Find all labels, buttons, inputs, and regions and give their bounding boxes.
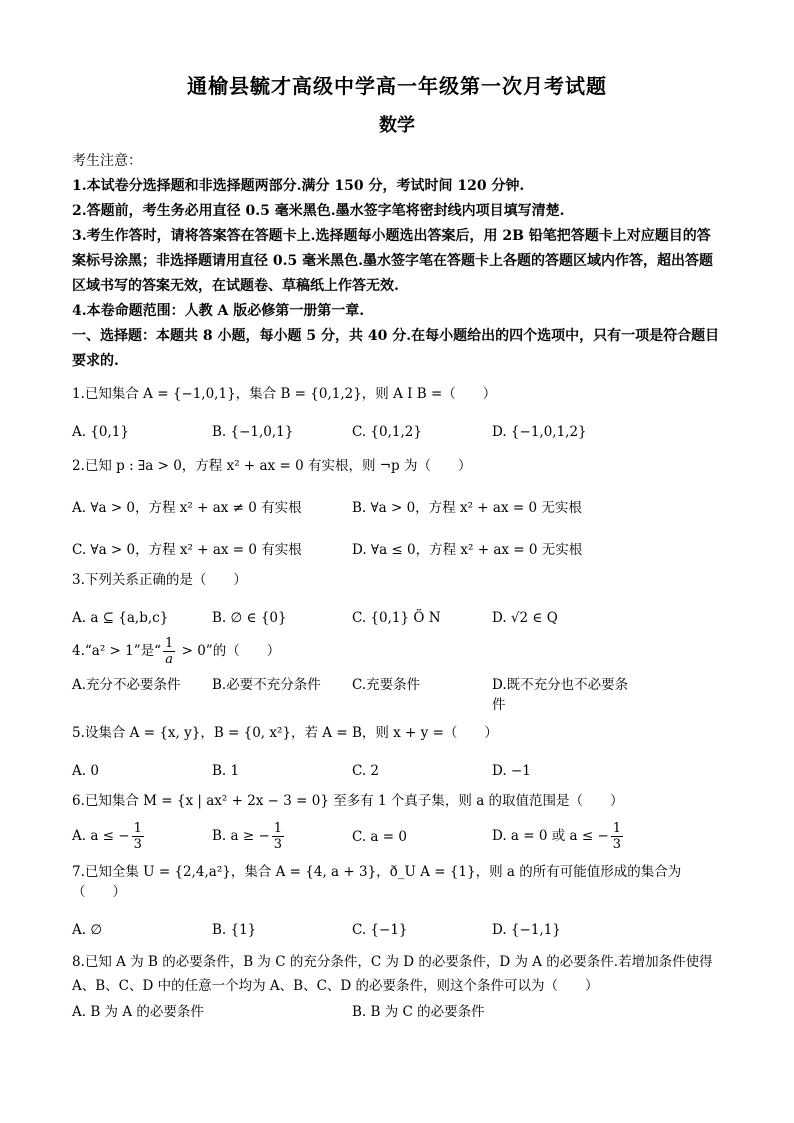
fraction — [163, 636, 175, 667]
option-text: B. a ≥ − — [212, 828, 270, 844]
option-b: B. {−1,0,1} — [212, 424, 294, 440]
section-heading: 一、选择题：本题共 8 小题，每小题 5 分，共 40 分.在每小题给出的四个选项中，只有一项是符合题目要求的. — [72, 328, 720, 369]
question-stem: 7.已知全集 U = {2,4,a²}，集合 A = {4, a + 3}，ð_U A = {1}，则 a 的所有可能值形成的集合为（ ） — [72, 864, 682, 900]
option-b: B. {1} — [212, 922, 257, 938]
question-8 — [72, 950, 722, 1022]
question-stem: 1.已知集合 A = {−1,0,1}，集合 B = {0,1,2}，则 A I B =（ ） — [72, 386, 497, 402]
option-d: D. √2 ∈ Q — [492, 610, 558, 626]
question-6 — [72, 791, 722, 852]
option-d: D. ∀a ≤ 0，方程 x² + ax = 0 无实根 — [352, 542, 583, 558]
option-d — [492, 821, 667, 852]
fraction-numerator: 1 — [612, 821, 622, 836]
option-c: C. ∀a > 0，方程 x² + ax = 0 有实根 — [72, 542, 302, 558]
question-7 — [72, 862, 722, 940]
fraction-denominator: 3 — [612, 837, 622, 852]
options-row — [72, 1002, 722, 1022]
option-a: A. a ⊆ {a,b,c} — [72, 610, 169, 626]
option-a: A. ∅ — [72, 922, 103, 938]
note-item: 1.本试卷分选择题和非选择题两部分.满分 150 分，考试时间 120 分钟. — [72, 178, 525, 194]
question-stem: 2.已知 p : ∃a > 0，方程 x² + ax = 0 有实根，则 ¬p 为（ ） — [72, 458, 472, 474]
option-c: C. {−1} — [352, 922, 408, 938]
fraction — [272, 821, 284, 852]
question-3 — [72, 570, 722, 628]
fraction-denominator: a — [165, 652, 174, 667]
fraction-numerator: 1 — [133, 821, 142, 836]
option-c: C. {0,1} Ö N — [352, 610, 441, 626]
option-d: D. −1 — [492, 763, 531, 779]
question-5 — [72, 723, 722, 781]
option-a — [72, 821, 212, 852]
question-stem — [72, 636, 722, 667]
options-row — [72, 540, 722, 560]
option-c: C. 2 — [352, 763, 380, 779]
fraction-denominator: 3 — [133, 837, 142, 852]
notes-heading: 考生注意： — [72, 153, 142, 169]
options-row — [72, 821, 722, 852]
option-d: D.既不充分也不必要条件 — [492, 677, 629, 713]
option-c: C. {0,1,2} — [352, 424, 422, 440]
options-row — [72, 920, 722, 940]
exam-page — [72, 64, 722, 1022]
note-item: 4.本卷命题范围：人教 A 版必修第一册第一章. — [72, 303, 365, 319]
options-row — [72, 761, 722, 781]
question-stem: 6.已知集合 M = {x | ax² + 2x − 3 = 0} 至多有 1 个真子集，则 a 的取值范围是（ ） — [72, 793, 624, 809]
note-item: 2.答题前，考生务必用直径 0.5 毫米黑色.墨水签字笔将密封线内项目填写清楚. — [72, 203, 565, 219]
option-b — [212, 821, 352, 852]
question-stem: 5.设集合 A = {x, y}，B = {0, x²}，若 A = B，则 x + y =（ ） — [72, 725, 498, 741]
options-row — [72, 675, 722, 715]
option-b: B.必要不充分条件 — [212, 677, 321, 693]
options-row — [72, 498, 722, 518]
option-a: A. B 为 A 的必要条件 — [72, 1004, 204, 1020]
stem-part: 4.“a² > 1”是“ — [72, 643, 162, 659]
option-d: D. {−1,0,1,2} — [492, 424, 587, 440]
question-1 — [72, 384, 722, 442]
note-item: 3.考生作答时，请将答案答在答题卡上.选择题每小题选出答案后，用 2B 铅笔把答题卡上对应题目的答案标号涂黑；非选择题请用直径 0.5 毫米黑色.墨水签字笔在答题卡上各题的答题区域内作答，超出答题区域书写的答案无效，在试题卷、草稿纸上作答无效. — [72, 228, 713, 294]
stem-part: > 0”的（ ） — [177, 643, 281, 659]
options-row — [72, 608, 722, 628]
option-a: A. 0 — [72, 763, 99, 779]
fraction-numerator: 1 — [165, 636, 174, 651]
options-row — [72, 422, 722, 442]
page-title: 通榆县毓才高级中学高一年级第一次月考试题 — [187, 74, 607, 98]
exam-notes — [72, 149, 722, 324]
option-d: D. {−1,1} — [492, 922, 561, 938]
option-a: A.充分不必要条件 — [72, 677, 181, 693]
option-a: A. {0,1} — [72, 424, 129, 440]
option-b: B. ∀a > 0，方程 x² + ax = 0 无实根 — [352, 500, 582, 516]
option-b: B. B 为 C 的必要条件 — [352, 1004, 485, 1020]
option-text: D. a = 0 或 a ≤ − — [492, 828, 609, 844]
option-c: C. a = 0 — [352, 828, 407, 845]
question-4 — [72, 636, 722, 715]
option-c: C.充要条件 — [352, 677, 421, 693]
option-a: A. ∀a > 0，方程 x² + ax ≠ 0 有实根 — [72, 500, 302, 516]
subject-title: 数学 — [379, 115, 415, 136]
question-stem: 8.已知 A 为 B 的必要条件，B 为 C 的充分条件，C 为 D 的必要条件，D 为 A 的必要条件.若增加条件使得 A、B、C、D 中的任意一个均为 A、B、C、D 的必要条件，则这个条件可以为（ ） — [72, 954, 713, 994]
option-text: A. a ≤ − — [72, 828, 130, 844]
fraction — [132, 821, 144, 852]
fraction-denominator: 3 — [273, 837, 283, 852]
fraction — [611, 821, 623, 852]
question-stem: 3.下列关系正确的是（ ） — [72, 572, 247, 588]
option-b: B. ∅ ∈ {0} — [212, 610, 287, 626]
option-b: B. 1 — [212, 763, 240, 779]
fraction-numerator: 1 — [273, 821, 283, 836]
question-2 — [72, 456, 722, 560]
